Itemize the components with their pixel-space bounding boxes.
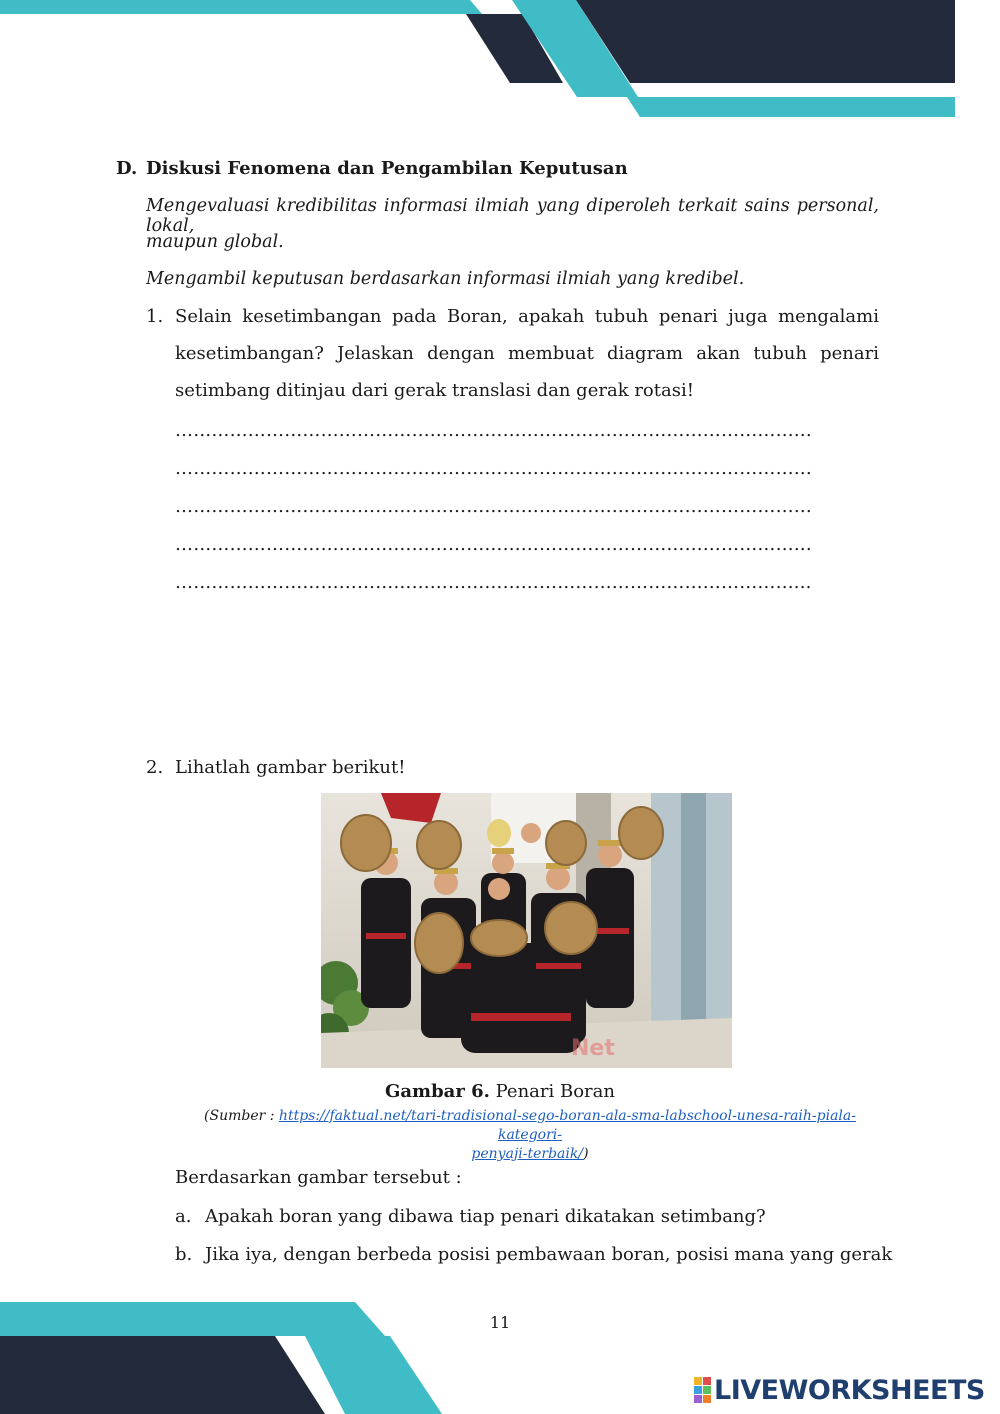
sub-question-text: Apakah boran yang dibawa tiap penari dikatakan setimbang? (205, 1206, 766, 1227)
objective-1-line-1: Mengevaluasi kredibilitas informasi ilmiah yang diperoleh terkait sains personal, lokal, (146, 196, 879, 236)
question-2-number: 2. (146, 757, 164, 778)
figure-title: Penari Boran (495, 1081, 615, 1102)
section-letter: D. (116, 158, 138, 179)
question-1-line-1: Selain kesetimbangan pada Boran, apakah tubuh penari juga mengalami (175, 306, 879, 327)
source-prefix: (Sumber : (204, 1108, 279, 1124)
photo-watermark: Net (571, 1036, 615, 1061)
liveworksheets-logo[interactable] (694, 1374, 985, 1406)
sub-question-label: b. (175, 1244, 193, 1265)
sub-question-label: a. (175, 1206, 192, 1227)
source-suffix: ) (583, 1146, 589, 1162)
header-decoration (0, 0, 1000, 130)
answer-line[interactable]: …………………………………………………………………………………………… (175, 420, 812, 441)
answer-line[interactable]: …………………………………………………………………………………………… (175, 496, 812, 517)
sub-question-a (175, 1206, 766, 1227)
figure-source (180, 1107, 880, 1164)
question-2-intro: Berdasarkan gambar tersebut : (175, 1167, 462, 1188)
question-2-text: Lihatlah gambar berikut! (175, 757, 406, 778)
question-1-number: 1. (146, 306, 164, 327)
page-number: 11 (489, 1313, 511, 1332)
objective-2: Mengambil keputusan berdasarkan informasi ilmiah yang kredibel. (146, 269, 745, 289)
objective-1-line-2: maupun global. (146, 232, 284, 252)
source-link[interactable]: https://faktual.net/tari-tradisional-sego-boran-ala-sma-labschool-unesa-raih-piala-kategori- penyaji-terbaik/ (278, 1108, 856, 1162)
answer-line[interactable]: …………………………………………………………………………………………… (175, 458, 812, 479)
sub-question-b (175, 1244, 892, 1265)
section-title: Diskusi Fenomena dan Pengambilan Keputusan (146, 158, 628, 179)
liveworksheets-wordmark: LIVEWORKSHEETS (714, 1374, 985, 1406)
figure-caption (0, 1081, 1000, 1102)
section-heading (116, 158, 628, 179)
liveworksheets-mark-icon (694, 1377, 710, 1403)
sub-question-text: Jika iya, dengan berbeda posisi pembawaan boran, posisi mana yang gerak (205, 1244, 893, 1265)
question-1-line-2: kesetimbangan? Jelaskan dengan membuat diagram akan tubuh penari (175, 343, 879, 364)
answer-line-last[interactable]: …………………………………………………………………………………………... (175, 572, 812, 593)
answer-line[interactable]: …………………………………………………………………………………………… (175, 534, 812, 555)
question-1-line-3: setimbang ditinjau dari gerak translasi dan gerak rotasi! (175, 380, 694, 401)
figure-label: Gambar 6. (385, 1081, 490, 1102)
boran-dancers-photo (321, 793, 732, 1068)
